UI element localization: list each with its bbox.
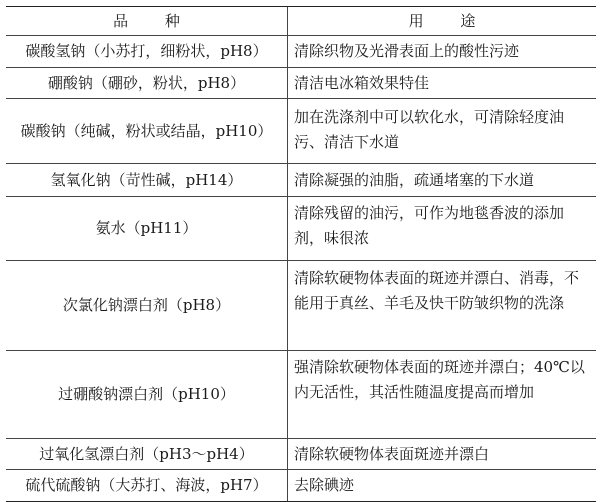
table-row	[6, 99, 596, 164]
use-cell: 清洁电冰箱效果特佳	[294, 73, 430, 92]
table-header-row	[6, 7, 596, 36]
header-use	[288, 7, 596, 35]
use-cell: 强清除软硬物体表面的斑迹并漂白；40℃以内无活性，其活性随温度提高而增加	[294, 358, 585, 401]
variety-cell: 硼酸钠（硼砂，粉状，pH8）	[6, 68, 288, 98]
table-row	[6, 197, 596, 261]
variety-cell: 硫代硫酸钠（大苏打、海波，pH7）	[6, 470, 288, 501]
table-row	[6, 470, 596, 501]
variety-cell: 氨水（pH11）	[6, 197, 288, 260]
table-row	[6, 261, 596, 351]
use-cell: 清除软硬物体表面斑迹并漂白	[294, 444, 490, 463]
chemical-uses-table	[6, 6, 596, 502]
variety-cell: 碳酸氢钠（小苏打，细粉状，pH8）	[6, 36, 288, 67]
header-use-label: 用 途	[408, 11, 492, 30]
use-cell: 清除织物及光滑表面上的酸性污迹	[294, 42, 520, 60]
use-cell: 清除凝强的油脂，疏通堵塞的下水道	[294, 170, 535, 189]
variety-cell: 过氧化氢漂白剂（pH3～pH4）	[6, 439, 288, 469]
table-row	[6, 36, 596, 68]
variety-cell: 氢氧化钠（苛性碱，pH14）	[6, 164, 288, 196]
table-row	[6, 351, 596, 439]
table-row	[6, 68, 596, 99]
use-cell: 清除软硬物体表面的斑迹并漂白、消毒，不能用于真丝、羊毛及快干防皱织物的洗涤	[294, 269, 580, 312]
use-cell: 清除残留的油污，可作为地毯香波的添加剂，味很浓	[294, 204, 565, 247]
table-row	[6, 439, 596, 470]
header-variety-label: 品 种	[113, 11, 196, 30]
use-cell: 加在洗涤剂中可以软化水，可清除轻度油污、清洁下水道	[294, 108, 565, 151]
header-variety	[6, 7, 288, 35]
variety-cell: 碳酸钠（纯碱，粉状或结晶，pH10）	[6, 99, 288, 163]
variety-cell: 次氯化钠漂白剂（pH8）	[6, 261, 288, 350]
use-cell: 去除碘迹	[294, 476, 355, 494]
table-row	[6, 164, 596, 197]
variety-cell: 过硼酸钠漂白剂（pH10）	[6, 351, 288, 438]
